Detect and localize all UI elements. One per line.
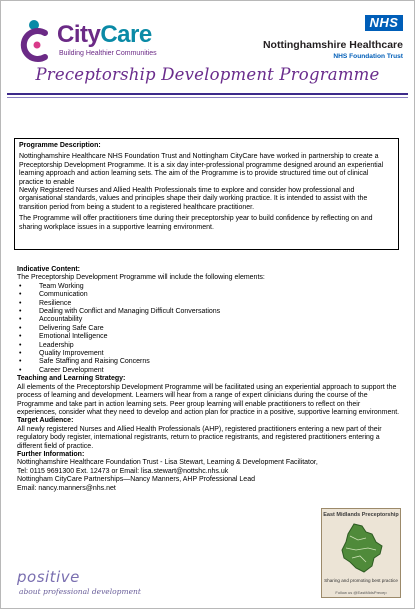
main-content — [17, 266, 401, 493]
title-divider-thin — [7, 97, 408, 98]
audience-text: All newly registered Nurses and Allied Health Professionals (AHP), registered practitioners entering a new part of their regulatory body register, international registrants, return to practice registrants, and registered practitioners entering a different field of practice. — [17, 425, 382, 450]
list-item: • Career Development — [17, 367, 401, 375]
contact-line-4: Email: nancy.manners@nhs.net — [17, 484, 116, 492]
description-heading: Programme Description: — [19, 142, 101, 149]
page-title: Preceptorship Development Programme — [35, 65, 380, 84]
contact-line-3: Nottingham CityCare Partnerships—Nancy Manners, AHP Professional Lead — [17, 476, 255, 484]
further-info-heading: Further Information: — [17, 450, 85, 458]
citycare-logo — [11, 17, 191, 65]
description-paragraph-1: Nottinghamshire Healthcare NHS Foundation Trust and Nottingham CityCare have worked in partnership to create a Preceptorship Development Programme. It is a six day inter-professional programme designed around an experiential learning approach and action learning sets. The aim of the Programme is to provide structured time out of clinical practice to enable — [19, 153, 384, 186]
contact-line-1: Nottinghamshire Healthcare Foundation Trust - Lisa Stewart, Learning & Development Facilitator, — [17, 459, 318, 467]
badge-subtitle: Sharing and promoting best practice — [324, 578, 398, 583]
citycare-tagline: Building Healthier Communities — [59, 50, 157, 57]
positive-tagline: about professional development — [19, 587, 141, 596]
list-item: • Team Working — [17, 283, 401, 291]
list-item: • Accountability — [17, 316, 401, 324]
list-item: • Dealing with Conflict and Managing Difficult Conversations — [17, 308, 401, 316]
positive-logo — [17, 568, 177, 600]
strategy-text: All elements of the Preceptorship Development Programme will be facilitated using an experiential approach to support the process of learning and development. Learners will hear from a range of expert clinicians during the course of the Programme and take part in action learning sets. Peer group learning will enable practitioners to reflect on their experiences, consider what they need to develop and action plan for practice in a positive, supportive learning environment. — [17, 383, 400, 416]
nhs-org-name: Nottinghamshire Healthcare — [262, 39, 403, 51]
positive-wordmark: positive — [17, 568, 80, 586]
nhs-trust-name: NHS Foundation Trust — [333, 53, 403, 60]
programme-description-box — [14, 138, 399, 250]
title-divider — [7, 93, 408, 95]
badge-title: East Midlands Preceptorship — [323, 512, 399, 518]
strategy-heading: Teaching and Learning Strategy: — [17, 375, 126, 383]
list-item: • Emotional Intelligence — [17, 333, 401, 341]
description-paragraph-3: The Programme will offer practitioners time during their preceptorship year to build confidence by reflecting on and sharing workplace issues in a supportive learning environment. — [19, 215, 373, 231]
list-item: • Quality Improvement — [17, 350, 401, 358]
east-midlands-preceptorship-badge — [321, 508, 401, 598]
list-item: • Leadership — [17, 342, 401, 350]
list-item: • Communication — [17, 291, 401, 299]
content-list — [17, 283, 401, 375]
indicative-heading: Indicative Content: — [17, 266, 81, 273]
audience-heading: Target Audience: — [17, 417, 74, 425]
nhs-logo: NHS — [365, 15, 403, 31]
description-paragraph-2: Newly Registered Nurses and Allied Health Professionals time to explore and consider how professional and organisational standards, values and principles shape their daily working practice. It is intended to assist with the transition period from being a student to a registered healthcare practitioner. — [19, 187, 368, 211]
list-item: • Resilience — [17, 300, 401, 308]
list-item: • Safe Staffing and Raising Concerns — [17, 358, 401, 366]
contact-line-2: Tel: 0115 9691300 Ext. 12473 or Email: lisa.stewart@nottshc.nhs.uk — [17, 467, 229, 475]
badge-social: Follow us @EastMidsPrecep — [335, 590, 387, 595]
east-midlands-map-icon — [336, 522, 386, 574]
list-item: • Delivering Safe Care — [17, 325, 401, 333]
citycare-name: CityCare — [57, 21, 152, 48]
indicative-intro: The Preceptorship Development Programme will include the following elements: — [17, 274, 265, 282]
citycare-mark-icon — [15, 19, 53, 63]
